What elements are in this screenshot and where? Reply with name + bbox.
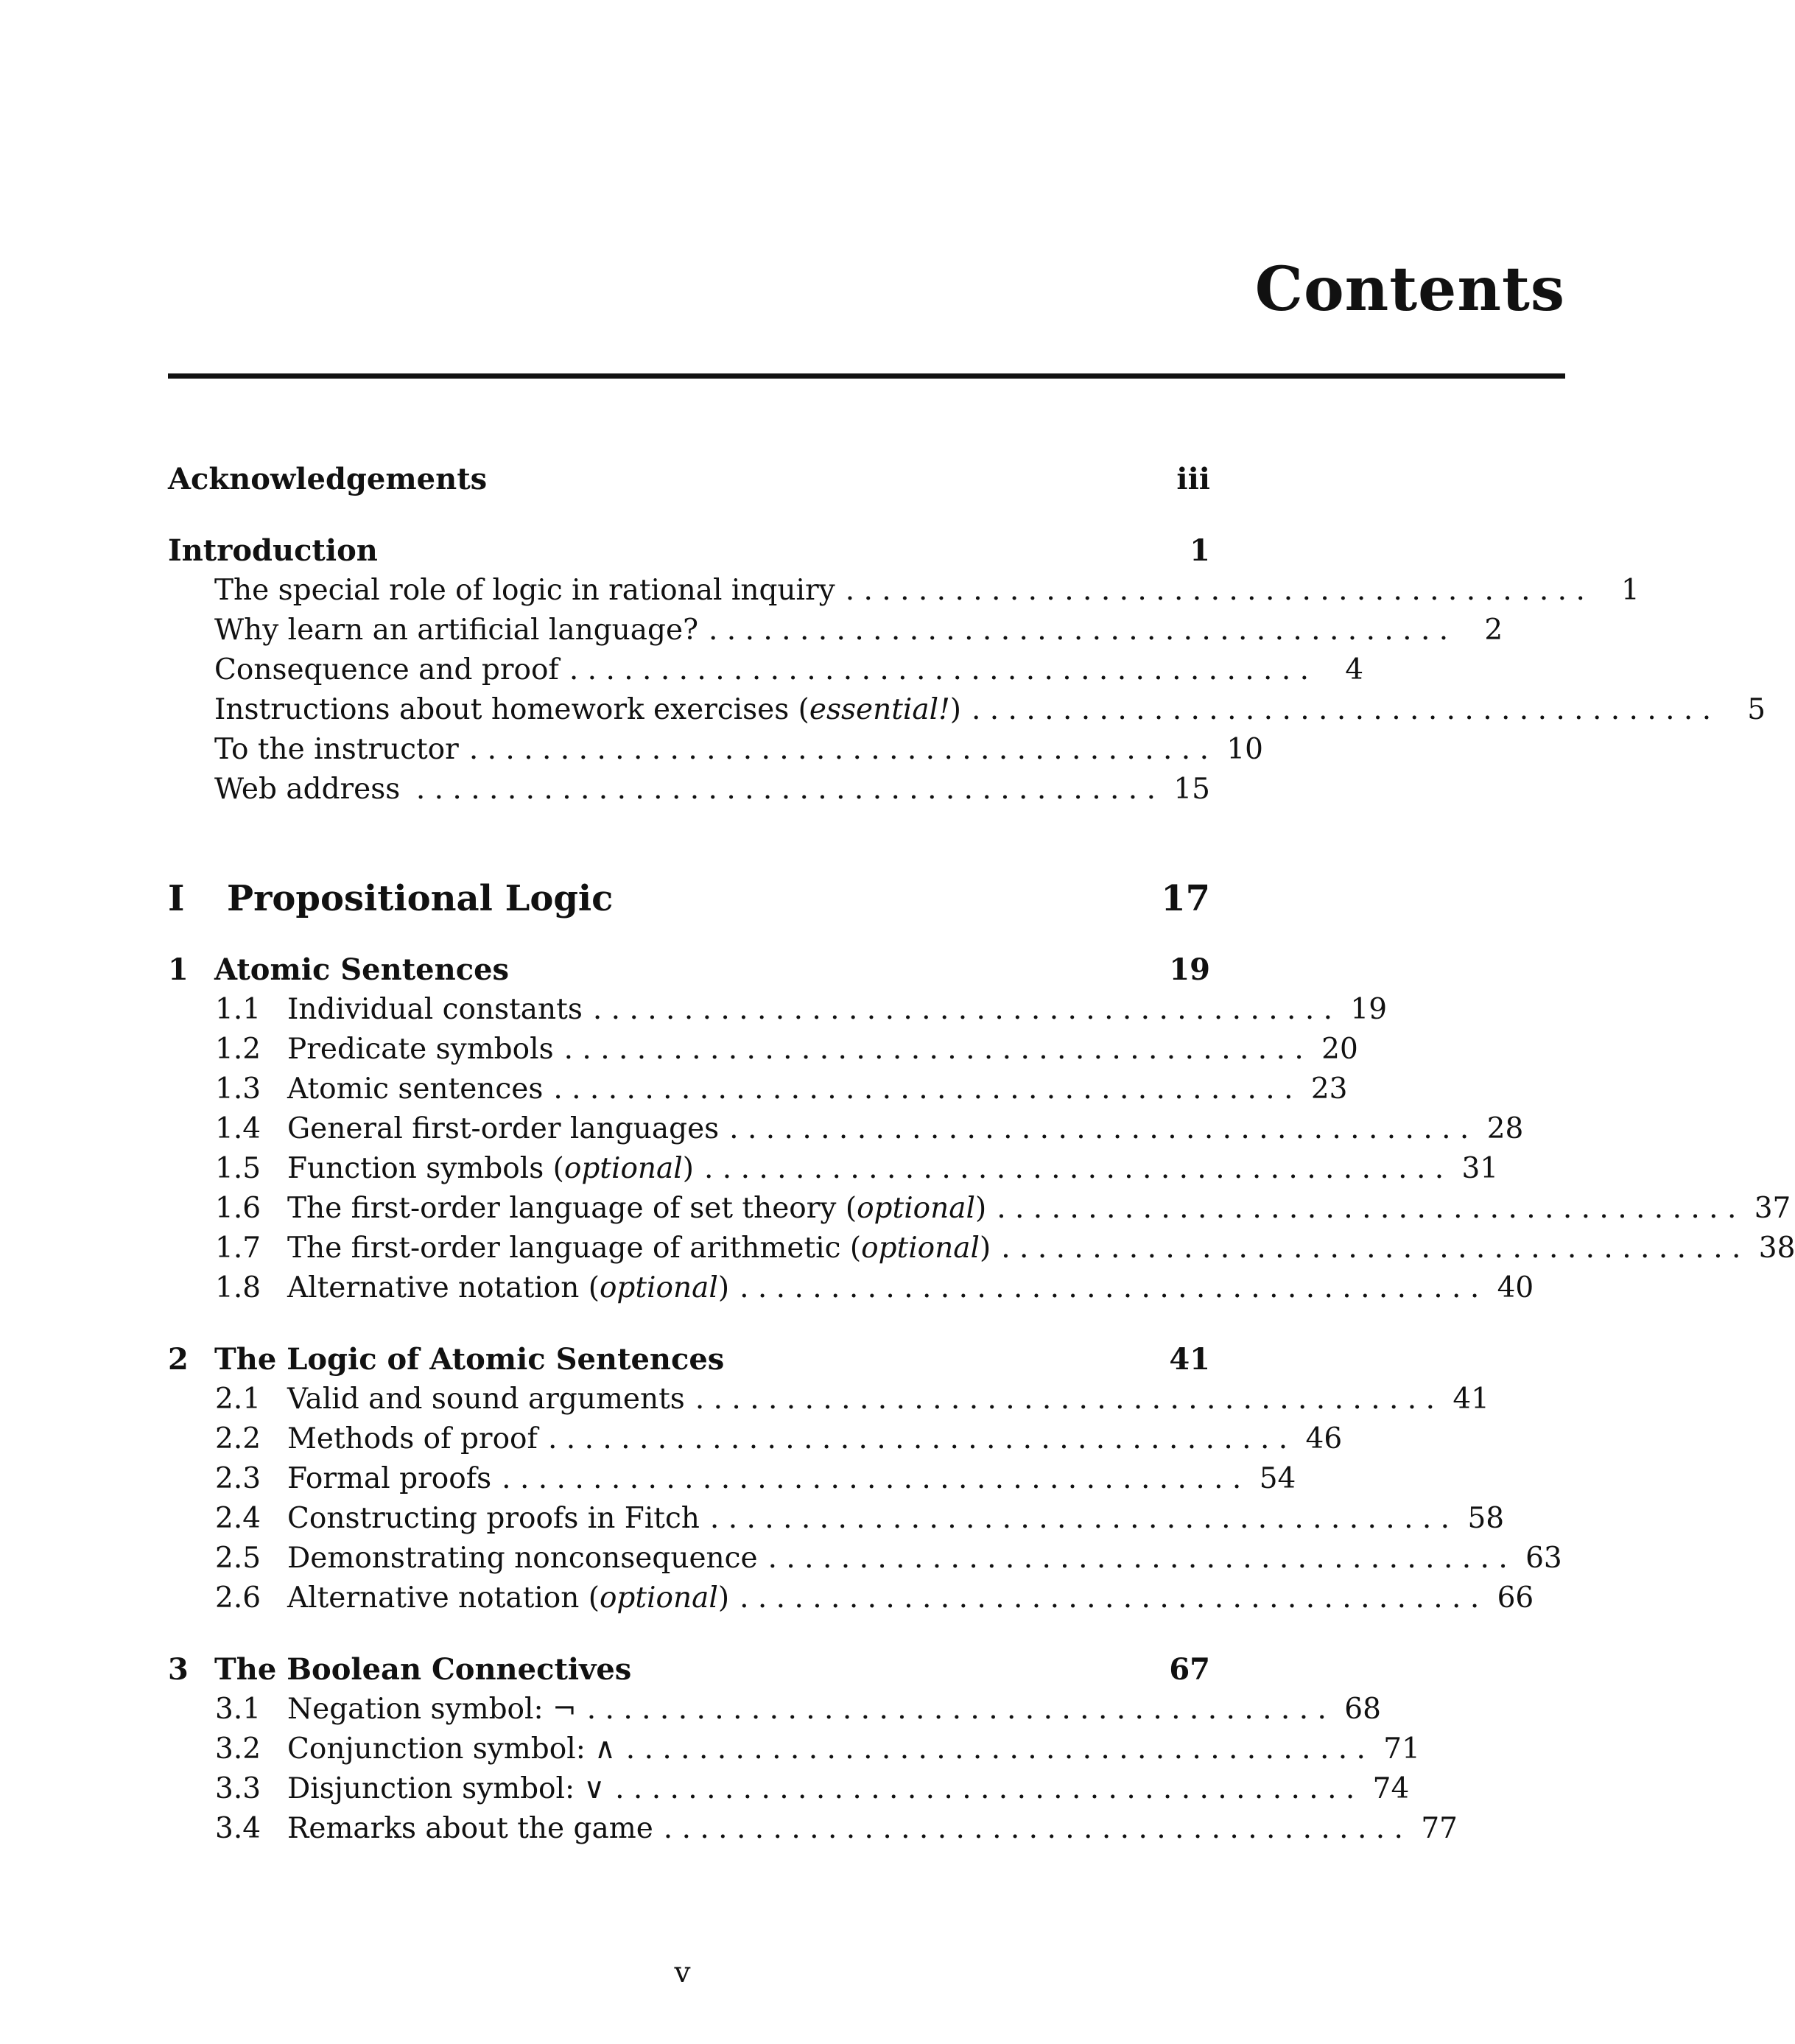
toc-entry-intro-section[interactable] (168, 690, 1766, 730)
section-italic: optional (599, 1271, 718, 1304)
section-number: 3.2 (215, 1732, 261, 1766)
section-text: ) (975, 1192, 987, 1225)
toc-entry-section[interactable] (168, 1030, 1358, 1070)
dot-leader: . . . . . . . . . . . . . . . . . . . . . . . . . . . . . . . . . . . . . . . . . (740, 1581, 1480, 1615)
section-text: ) (717, 1581, 730, 1615)
section-text: ) (717, 1271, 730, 1304)
section-title: Individual constants (287, 993, 583, 1026)
title-rule (168, 373, 1565, 379)
section-number: 1.3 (215, 1072, 261, 1106)
dot-leader: . . . . . . . . . . . . . . . . . . . . . . . . . . . . . . . . . . . . . . . . . (845, 574, 1585, 607)
entry-page: 38 (1758, 1232, 1795, 1265)
entry-page: 54 (1259, 1462, 1296, 1495)
entry-title (214, 690, 961, 730)
section-title (287, 1189, 986, 1229)
dot-leader: . . . . . . . . . . . . . . . . . . . . . . . . . . . . . . . . . . . . . . . . . (592, 993, 1333, 1026)
toc-entry-section[interactable] (168, 1809, 1458, 1849)
entry-page: 40 (1497, 1271, 1534, 1304)
toc-entry-section[interactable] (168, 1229, 1795, 1268)
chapter-number: 1 (168, 952, 189, 987)
dot-leader: . . . . . . . . . . . . . . . . . . . . . . . . . . . . . . . . . . . . . . . . . (704, 1152, 1444, 1185)
toc-entry-section[interactable] (168, 1070, 1348, 1109)
entry-page: 63 (1525, 1542, 1562, 1575)
entry-title: To the instructor (214, 733, 459, 766)
toc-entry-section[interactable] (168, 1578, 1534, 1618)
toc-entry-introduction[interactable] (168, 531, 1210, 571)
section-text: Alternative notation ( (287, 1581, 600, 1615)
dot-leader: . . . . . . . . . . . . . . . . . . . . . . . . . . . . . . . . . . . . . . . . . (625, 1732, 1366, 1766)
entry-page: 41 (1452, 1383, 1489, 1416)
dot-leader: . . . . . . . . . . . . . . . . . . . . . . . . . . . . . . . . . . . . . . . . . (586, 1693, 1327, 1726)
dot-leader: . . . . . . . . . . . . . . . . . . . . . . . . . . . . . . . . . . . . . . . . . (663, 1812, 1403, 1845)
toc-entry-section[interactable] (168, 1268, 1534, 1308)
toc-entry-section[interactable] (168, 1149, 1499, 1189)
dot-leader: . . . . . . . . . . . . . . . . . . . . . . . . . . . . . . . . . . . . . . . . . (615, 1772, 1355, 1805)
dot-leader: . . . . . . . . . . . . . . . . . . . . . . . . . . . . . . . . . . . . . . . . . (569, 653, 1310, 686)
section-number: 1.4 (215, 1112, 261, 1145)
toc-entry-intro-section[interactable] (168, 650, 1364, 690)
entry-page: 23 (1310, 1072, 1348, 1106)
toc-entry-section[interactable] (168, 1769, 1410, 1809)
toc-entry-acknowledgements[interactable] (168, 460, 1210, 499)
dot-leader: . . . . . . . . . . . . . . . . . . . . . . . . . . . . . . . . . . . . . . . . . (695, 1383, 1435, 1416)
dot-leader: . . . . . . . . . . . . . . . . . . . . . . . . . . . . . . . . . . . . . . . . . (553, 1072, 1293, 1106)
entry-page: 28 (1486, 1112, 1524, 1145)
entry-page: 5 (1747, 693, 1766, 726)
section-number: 1.8 (215, 1271, 261, 1304)
toc-entry-section[interactable] (168, 1109, 1524, 1149)
entry-page: 41 (1169, 1342, 1210, 1377)
dot-leader: . . . . . . . . . . . . . . . . . . . . . . . . . . . . . . . . . . . . . . . . . (502, 1462, 1242, 1495)
entry-title: The special role of logic in rational inquiry (214, 574, 835, 607)
part-title: Propositional Logic (227, 878, 614, 919)
entry-page: 58 (1467, 1502, 1505, 1535)
section-italic: optional (599, 1581, 718, 1615)
part-number: I (168, 878, 185, 919)
section-number: 2.6 (215, 1581, 261, 1615)
toc-entry-intro-section[interactable] (168, 730, 1263, 770)
entry-page: 71 (1383, 1732, 1420, 1766)
entry-italic: essential! (809, 693, 950, 726)
section-title (287, 1149, 694, 1189)
section-italic: optional (857, 1192, 975, 1225)
section-text: Alternative notation ( (287, 1271, 600, 1304)
chapter-title: The Logic of Atomic Sentences (214, 1342, 725, 1377)
section-title (287, 1229, 991, 1268)
section-title: Negation symbol: ¬ (287, 1693, 577, 1726)
section-text: ) (980, 1232, 991, 1265)
section-number: 1.6 (215, 1192, 261, 1225)
section-text: Function symbols ( (287, 1152, 564, 1185)
entry-text: ) (949, 693, 961, 726)
entry-page: 4 (1345, 653, 1364, 686)
toc-entry-section[interactable] (168, 1459, 1296, 1499)
entry-title: Web address (214, 773, 401, 806)
entry-page: 67 (1169, 1652, 1210, 1687)
dot-leader: . . . . . . . . . . . . . . . . . . . . . . . . . . . . . . . . . . . . . . . . . (709, 1502, 1450, 1535)
toc-entry-section[interactable] (168, 1539, 1562, 1578)
section-title: Predicate symbols (287, 1033, 554, 1066)
entry-page: 20 (1321, 1033, 1358, 1066)
section-number: 2.1 (215, 1383, 261, 1416)
chapter-title: The Boolean Connectives (214, 1652, 632, 1687)
section-number: 3.4 (215, 1812, 261, 1845)
section-title: Constructing proofs in Fitch (287, 1502, 700, 1535)
toc-entry-section[interactable] (168, 1380, 1489, 1419)
section-text: The first-order language of set theory ( (287, 1192, 857, 1225)
entry-page: 46 (1305, 1422, 1343, 1455)
entry-page: 1 (1190, 533, 1210, 568)
dot-leader: . . . . . . . . . . . . . . . . . . . . . . . . . . . . . . . . . . . . . . . . . (1001, 1232, 1741, 1265)
entry-page: 68 (1344, 1693, 1381, 1726)
chapter-title: Atomic Sentences (214, 952, 510, 987)
section-title: Valid and sound arguments (287, 1383, 685, 1416)
entry-page: 10 (1226, 733, 1263, 766)
toc-entry-intro-section[interactable] (168, 611, 1503, 650)
entry-text: Instructions about homework exercises ( (214, 693, 809, 726)
entry-page: 66 (1497, 1581, 1534, 1615)
entry-page: 77 (1421, 1812, 1458, 1845)
entry-page: 37 (1754, 1192, 1791, 1225)
dot-leader: . . . . . . . . . . . . . . . . . . . . . . . . . . . . . . . . . . . . . . . . . (415, 773, 1156, 806)
toc-entry-part[interactable] (168, 877, 1210, 921)
toc-entry-section[interactable] (168, 1499, 1505, 1539)
toc-entry-chapter[interactable] (168, 950, 1210, 990)
entry-page: 15 (1173, 773, 1210, 806)
section-title: Atomic sentences (287, 1072, 544, 1106)
section-title: Methods of proof (287, 1422, 538, 1455)
section-title (287, 1268, 729, 1308)
entry-page: 19 (1350, 993, 1388, 1026)
entry-page: iii (1176, 462, 1210, 496)
section-number: 1.1 (215, 993, 261, 1026)
entry-page: 17 (1161, 878, 1210, 919)
entry-title: Why learn an artificial language? (214, 614, 698, 647)
entry-title: Introduction (168, 533, 378, 568)
entry-title: Consequence and proof (214, 653, 559, 686)
dot-leader: . . . . . . . . . . . . . . . . . . . . . . . . . . . . . . . . . . . . . . . . . (997, 1192, 1737, 1225)
toc-entry-intro-section[interactable] (168, 770, 1210, 809)
entry-page: 19 (1169, 952, 1210, 987)
dot-leader: . . . . . . . . . . . . . . . . . . . . . . . . . . . . . . . . . . . . . . . . . (468, 733, 1209, 766)
dot-leader: . . . . . . . . . . . . . . . . . . . . . . . . . . . . . . . . . . . . . . . . . (971, 693, 1712, 726)
section-title: Demonstrating nonconsequence (287, 1542, 758, 1575)
section-number: 3.1 (215, 1693, 261, 1726)
dot-leader: . . . . . . . . . . . . . . . . . . . . . . . . . . . . . . . . . . . . . . . . . (563, 1033, 1304, 1066)
section-italic: optional (861, 1232, 980, 1265)
section-italic: optional (563, 1152, 683, 1185)
page-title: Contents (1254, 254, 1565, 325)
toc-entry-section[interactable] (168, 1690, 1381, 1729)
entry-page: 2 (1484, 614, 1503, 647)
section-number: 1.2 (215, 1033, 261, 1066)
dot-leader: . . . . . . . . . . . . . . . . . . . . . . . . . . . . . . . . . . . . . . . . . (767, 1542, 1508, 1575)
section-number: 2.5 (215, 1542, 261, 1575)
section-number: 2.2 (215, 1422, 261, 1455)
section-title (287, 1578, 729, 1618)
toc-entry-section[interactable] (168, 1729, 1420, 1769)
page-number: v (674, 1956, 691, 1989)
entry-page: 31 (1461, 1152, 1499, 1185)
entry-page: 1 (1621, 574, 1640, 607)
toc-entry-section[interactable] (168, 1189, 1791, 1229)
toc-entry-section[interactable] (168, 1419, 1343, 1459)
entry-page: 74 (1372, 1772, 1410, 1805)
section-title: Remarks about the game (287, 1812, 653, 1845)
section-title: Conjunction symbol: ∧ (287, 1732, 616, 1766)
dot-leader: . . . . . . . . . . . . . . . . . . . . . . . . . . . . . . . . . . . . . . . . . (740, 1271, 1480, 1304)
entry-title: Acknowledgements (168, 462, 488, 496)
toc-entry-chapter[interactable] (168, 1340, 1210, 1380)
toc-entry-chapter[interactable] (168, 1650, 1210, 1690)
section-title: Disjunction symbol: ∨ (287, 1772, 605, 1805)
dot-leader: . . . . . . . . . . . . . . . . . . . . . . . . . . . . . . . . . . . . . . . . . (729, 1112, 1469, 1145)
section-title: Formal proofs (287, 1462, 492, 1495)
section-title: General first-order languages (287, 1112, 720, 1145)
dot-leader: . . . . . . . . . . . . . . . . . . . . . . . . . . . . . . . . . . . . . . . . . (547, 1422, 1288, 1455)
chapter-number: 3 (168, 1652, 189, 1687)
chapter-number: 2 (168, 1342, 189, 1377)
section-number: 3.3 (215, 1772, 261, 1805)
section-number: 1.7 (215, 1232, 261, 1265)
section-number: 2.4 (215, 1502, 261, 1535)
dot-leader: . . . . . . . . . . . . . . . . . . . . . . . . . . . . . . . . . . . . . . . . . (708, 614, 1449, 647)
section-number: 1.5 (215, 1152, 261, 1185)
toc-entry-section[interactable] (168, 990, 1388, 1030)
toc-entry-intro-section[interactable] (168, 571, 1640, 611)
section-text: The first-order language of arithmetic ( (287, 1232, 862, 1265)
section-number: 2.3 (215, 1462, 261, 1495)
section-text: ) (682, 1152, 694, 1185)
